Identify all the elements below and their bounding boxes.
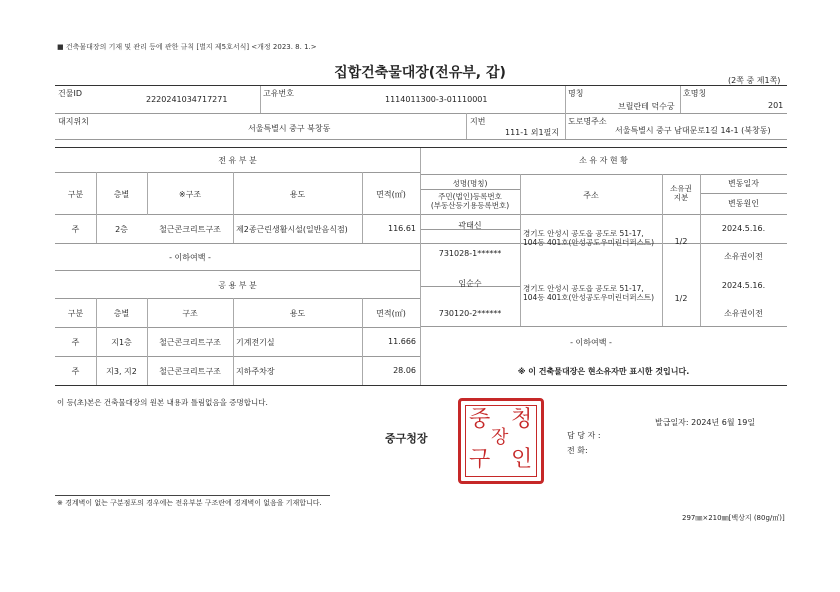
owner-change-date: 2024.5.16.	[721, 224, 766, 233]
owners-note: ※ 이 건축물대장은 현소유자만 표시한 것입니다.	[517, 367, 690, 376]
owner-share: 1/2	[674, 294, 688, 303]
table-top-border	[55, 85, 787, 86]
unit-value: 201	[768, 101, 784, 110]
issuing-office: 중구청장	[385, 432, 428, 445]
owner-reg-no: 730120-2******	[438, 309, 502, 318]
common-header-floor: 층별	[113, 309, 130, 318]
contact-person: 담 당 자 :	[567, 431, 601, 440]
owners-header-cause: 변동원인	[728, 199, 759, 208]
building-id-label: 건물ID	[58, 89, 82, 98]
common-header-div: 구분	[67, 309, 84, 318]
info-bottom-border	[55, 139, 787, 140]
exclusive-section-title: 전 유 부 분	[218, 156, 257, 165]
owners-header-share: 소유권 지분	[670, 184, 692, 202]
common-row-structure: 철근콘크리트구조	[159, 367, 221, 376]
common-row-floor: 지1층	[111, 338, 132, 347]
lot-label: 지번	[470, 117, 486, 126]
unique-no-value: 1114011300-3-01110001	[385, 95, 488, 104]
building-name: 브릴란테 덕수궁	[618, 102, 675, 111]
owner-change-date: 2024.5.16.	[721, 281, 766, 290]
owner-name: 임순수	[458, 279, 482, 288]
common-row-structure: 철근콘크리트구조	[159, 338, 221, 347]
common-row-floor: 지3, 지2	[106, 367, 137, 376]
common-header-use: 용도	[289, 309, 306, 318]
exclusive-header-div: 구분	[67, 190, 84, 199]
main-table-top	[55, 147, 787, 148]
exclusive-row-floor: 2층	[115, 225, 128, 234]
common-header-area: 면적(㎡)	[376, 309, 406, 318]
owner-change-cause: 소유권이전	[724, 309, 763, 318]
common-row-area: 11.666	[388, 337, 416, 346]
building-id-value: 2220241034717271	[146, 95, 228, 104]
common-row-use: 기계전기실	[236, 338, 275, 347]
unique-no-label: 고유번호	[263, 89, 294, 98]
exclusive-header-area: 면적(㎡)	[376, 190, 406, 199]
exclusive-row-structure: 철근콘크리트구조	[159, 225, 221, 234]
main-table-bottom	[55, 385, 787, 386]
paper-spec: 297㎜×210㎜[백상지 (80g/㎡)]	[682, 514, 785, 522]
footer-divider	[55, 495, 330, 496]
name-label: 명칭	[568, 89, 584, 98]
exclusive-row-use: 제2종근린생활시설(일반음식점)	[236, 225, 348, 234]
certification-text: 이 등(초)본은 건축물대장의 원본 내용과 틀림없음을 증명합니다.	[57, 398, 268, 407]
exclusive-row-div: 주	[71, 225, 80, 234]
owner-change-cause: 소유권이전	[724, 252, 763, 261]
owner-address: 경기도 안성시 공도읍 공도로 51-17, 104동 401호(안성공도우미린더퍼스트)	[523, 284, 655, 302]
regulation-note: ■ 건축물대장의 기재 및 관리 등에 관한 규칙 [별지 제5호서식] <개정 2023. 8. 1.>	[57, 43, 317, 51]
official-seal: 중 청 구 인 장	[458, 398, 544, 484]
document-title: 집합건축물대장(전유부, 갑)	[334, 65, 506, 81]
road-label: 도로명주소	[568, 117, 607, 126]
owners-header-reg: 주민(법인)등록번호 (부동산등기용등록번호)	[430, 192, 510, 210]
site-label: 대지위치	[58, 117, 89, 126]
phone: 전 화:	[567, 446, 588, 455]
exclusive-end-marker: - 이하여백 -	[169, 253, 211, 262]
exclusive-header-structure: ※구조	[178, 190, 202, 199]
owner-address: 경기도 안성시 공도읍 공도로 51-17, 104동 401호(안성공도우미린더퍼스트)	[523, 229, 655, 247]
owner-share: 1/2	[674, 237, 688, 246]
lot-value: 111-1 외1필지	[505, 128, 560, 137]
common-section-title: 공 용 부 분	[218, 281, 257, 290]
info-row-divider	[55, 113, 787, 114]
owners-header-name: 성명(명칭)	[452, 179, 488, 188]
common-row-use: 지하주차장	[236, 367, 275, 376]
common-row-div: 주	[71, 367, 80, 376]
common-row-div: 주	[71, 338, 80, 347]
owners-end-marker: - 이하여백 -	[570, 338, 612, 347]
issue-date: 발급일자: 2024년 6월 19일	[655, 418, 756, 427]
page-info: (2쪽 중 제1쪽)	[728, 76, 781, 85]
unit-label: 호명칭	[683, 89, 707, 98]
road-address: 서울특별시 중구 남대문로1길 14-1 (북창동)	[615, 126, 771, 135]
owners-header-addr: 주소	[583, 191, 599, 200]
exclusive-header-use: 용도	[289, 190, 306, 199]
common-header-structure: 구조	[182, 309, 198, 318]
owner-name: 곽태신	[458, 221, 482, 230]
owners-section-title: 소 유 자 현 황	[579, 156, 628, 165]
exclusive-row-area: 116.61	[388, 224, 416, 233]
site-value: 서울특별시 중구 북창동	[248, 124, 331, 133]
owner-reg-no: 731028-1******	[438, 249, 502, 258]
footer-note: ※ 경계벽이 없는 구분점포의 경우에는 전유부분 구조란에 경계벽이 없음을 기재합니다.	[57, 499, 322, 507]
exclusive-header-floor: 층별	[113, 190, 130, 199]
common-row-area: 28.06	[393, 366, 416, 375]
owners-header-date: 변동일자	[728, 179, 759, 188]
